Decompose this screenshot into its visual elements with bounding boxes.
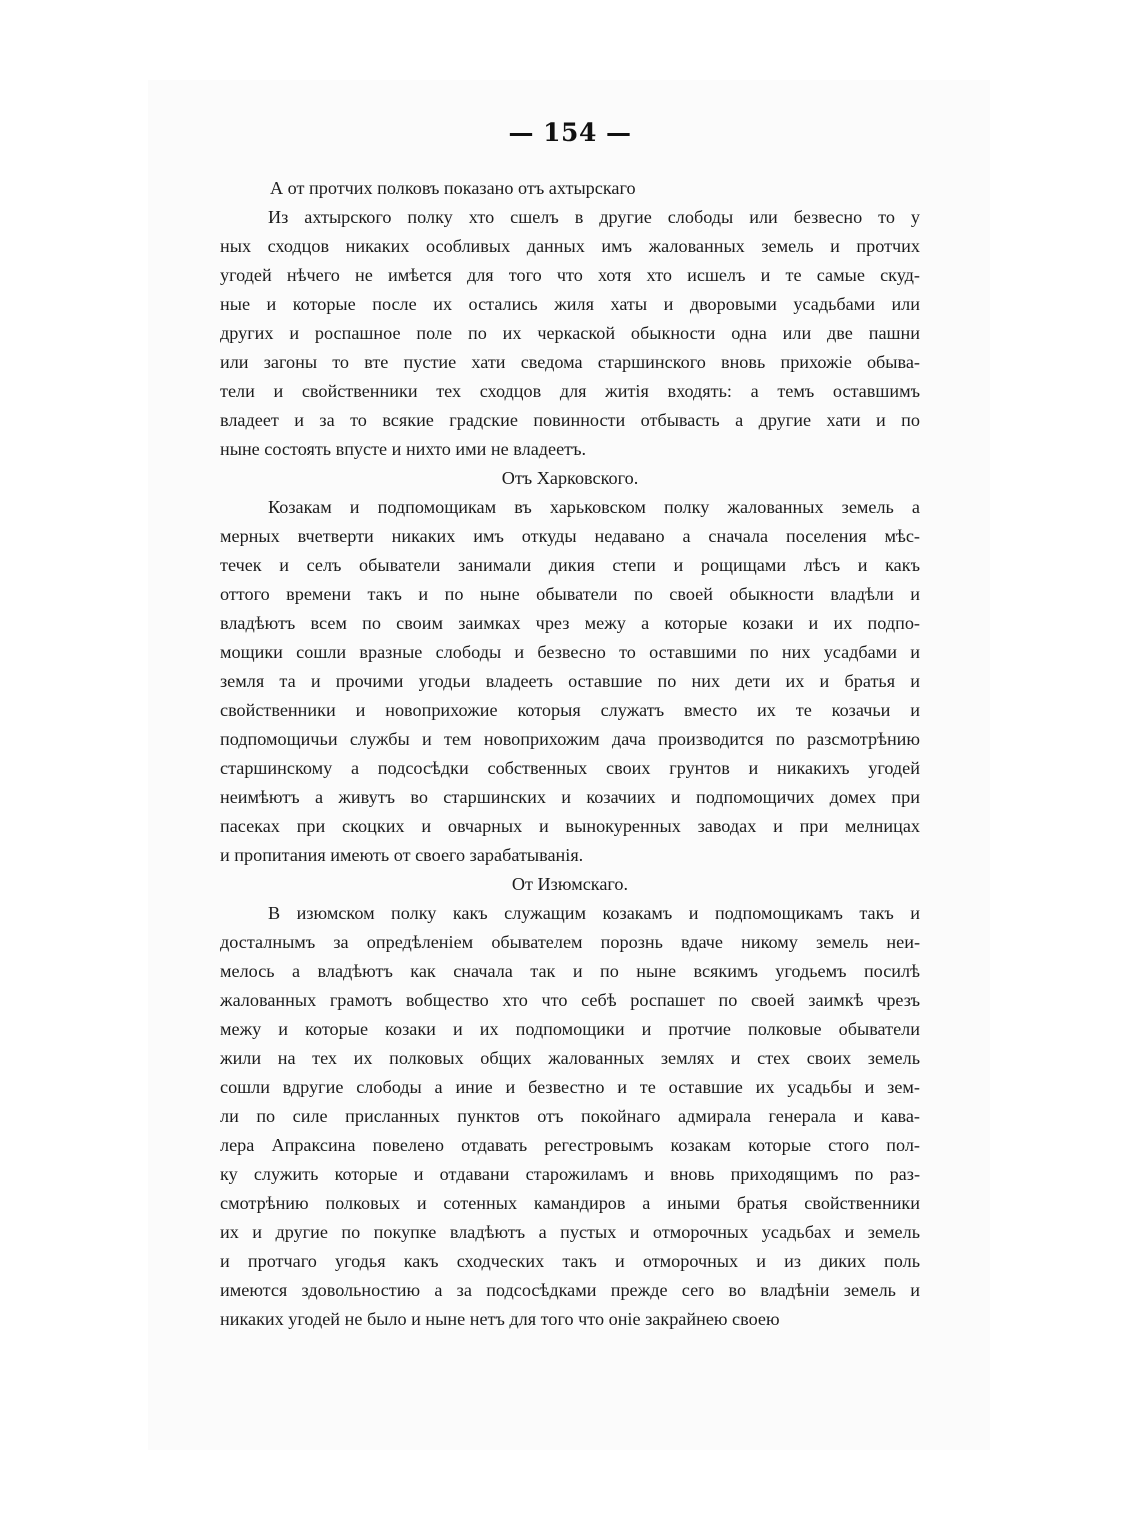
text-line: Козакам и подпомощикам въ харьковском полку жалованных земель а <box>268 497 920 517</box>
text-line: старшинскому а подсосѣдки собственных своих грунтов и никакихъ угодей <box>220 758 920 778</box>
section-kharkov <box>220 493 920 870</box>
text-line: и протчаго угодья какъ сходческих такъ и отморочных и из диких поль <box>220 1251 920 1271</box>
text-line: ных сходцов никаких особливых данных имъ жалованных земель и протчих <box>220 236 920 256</box>
text-line: подпомощичьи службы и тем новоприхожим дача производится по разсмотрѣнию <box>220 729 920 749</box>
text-line: мощики сошли вразные слободы и безвесно то оставшими по них усадбами и <box>220 642 920 662</box>
text-line: жили на тех их полковых общих жалованных землях и стех своих земель <box>220 1048 920 1068</box>
text-line: или загоны то вте пустие хати сведома старшинского вновь прихожіе обыва- <box>220 352 920 372</box>
text-line: свойственники и новоприхожие которыя служатъ вместо их те козачьи и <box>220 700 920 720</box>
section-izyum <box>220 899 920 1334</box>
text-line: и пропитания имеють от своего зарабатыванія. <box>220 845 584 865</box>
text-line: их и другие по покупке владѣютъ а пустых и отморочных усадьбах и земель <box>220 1222 920 1242</box>
text-line: сошли вдругие слободы а иние и безвестно и те оставшие их усадьбы и зем- <box>220 1077 920 1097</box>
text-line: ные и которые после их остались жиля хаты и дворовыми усадьбами или <box>220 294 920 314</box>
text-line: владѣютъ всем по своим заимках чрез межу а которые козаки и их подпо- <box>220 613 920 633</box>
text-line: течек и селъ обыватели занимали дикия степи и рощищами лѣсъ и какъ <box>220 555 920 575</box>
text-line: оттого времени такъ и по ныне обыватели по своей обыкности владѣли и <box>220 584 920 604</box>
text-line: Из ахтырского полку хто сшелъ в другие слободы или безвесно то у <box>268 207 920 227</box>
text-line: угодей нѣчего не имѣется для того что хотя хто исшелъ и те самые скуд- <box>220 265 920 285</box>
text-line: В изюмском полку какъ служащим козакамъ и подпомощикамъ такъ и <box>268 903 920 923</box>
heading-kharkov: Отъ Харковского. <box>501 468 639 488</box>
text-line: неимѣютъ а живутъ во старшинских и козачиих и подпомощичих домех при <box>220 787 920 807</box>
text-line: ныне состоять впусте и нихто ими не владеетъ. <box>220 439 587 459</box>
text-line: мелось а владѣютъ как сначала так и по ныне всякимъ угодьемъ посилѣ <box>220 961 920 981</box>
text-line: никаких угодей не было и ныне нетъ для того что оніе закрайнею своею <box>220 1309 780 1329</box>
section-akhtyrka <box>220 203 920 464</box>
text-line: досталнымъ за опредѣленіем обывателем порознь вдаче никому земель неи- <box>220 932 920 952</box>
page-number: — 154 — <box>508 118 632 147</box>
document-body <box>220 174 920 1334</box>
text-line: тели и свойственники тех сходцов для житія входять: а темъ оставшимъ <box>220 381 920 401</box>
text-line: пасеках при скоцких и овчарных и вынокуренных заводах и при мелницах <box>220 816 920 836</box>
text-line: межу и которые козаки и их подпомощики и протчие полковые обыватели <box>220 1019 920 1039</box>
text-line: других и роспашное поле по их черкаской обыкности одна или две пашни <box>220 323 920 343</box>
text-line: владеет и за то всякие градские повинности отбывасть а другие хати и по <box>220 410 920 430</box>
intro-line: А от протчих полковъ показано отъ ахтырскаго <box>270 178 636 198</box>
text-line: имеются здовольностию а за подсосѣдками прежде сего во владѣніи земель и <box>220 1280 920 1300</box>
text-line: земля та и прочими угодьи владееть оставшие по них дети их и братья и <box>220 671 920 691</box>
text-line: смотрѣнию полковых и сотенных камандиров а иными братья свойственники <box>220 1193 920 1213</box>
text-line: лера Апраксина повелено отдавать регестровымъ козакам которые стого пол- <box>220 1135 920 1155</box>
text-line: ку служить которые и отдавани старожиламъ и вновь приходящимъ по раз- <box>220 1164 920 1184</box>
heading-izyum: От Изюмскаго. <box>511 874 629 894</box>
text-line: ли по силе присланных пунктов отъ покойнаго адмирала генерала и кава- <box>220 1106 920 1126</box>
text-line: жалованных грамотъ вобщество хто что себѣ роспашет по своей заимкѣ чрезъ <box>220 990 920 1010</box>
text-line: мерных вчетверти никаких имъ откуды недавано а сначала поселения мѣс- <box>220 526 920 546</box>
